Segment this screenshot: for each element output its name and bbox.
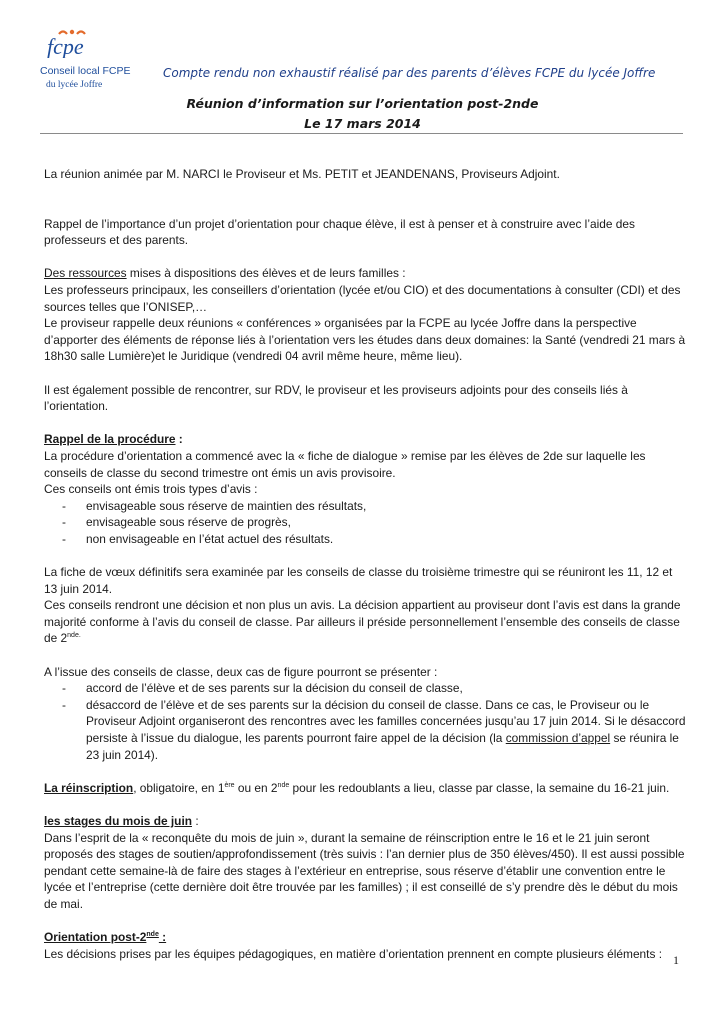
procedure-heading: Rappel de la procédure: [44, 432, 176, 447]
procedure-paragraph: La procédure d’orientation a commencé avec la « fiche de dialogue » remise par les élèves de 2de sur laquelle les conseils de classe du second trimestre ont émis un avis provisoire.: [44, 448, 646, 480]
list-item: - envisageable sous réserve de progrès,: [62, 514, 686, 531]
fcpe-logo: [40, 20, 160, 95]
stages-paragraph: Dans l’esprit de la « reconquête du mois de juin », durant la semaine de réinscription entre le 16 et le 21 juin seront proposés des stages de soutien/approfondissement (très suivis : l’an dernier plus de 350 élèves/450). Il est aussi possible pendant cette semaine-là de faire des stages à l’extérieur en entreprise, sous réserve d’établir une convention entre le lycée et l’entreprise (cette dernière doit être trouvée par les familles) ; il est conseillé de s’y prendre dès le début du mois de mai.: [44, 830, 685, 911]
decision-paragraph: Ces conseils rendront une décision et non plus un avis. La décision appartient au proviseur dont l’avis est dans la grande majorité conforme à l’avis du conseil de classe. Par ailleurs il préside personnellement l’ensemble des conseils de classe de $2^{nde.}$: [44, 598, 681, 646]
logo-school-name: du lycée Joffre: [46, 80, 103, 90]
orientation-heading: Orientation post-2: [44, 930, 147, 945]
stages-heading-line: les stages du mois de juin :: [44, 813, 199, 828]
orientation-paragraph: Les décisions prises par les équipes pédagogiques, en matière d’orientation prennent en compte plusieurs éléments :: [44, 946, 663, 961]
reinscription-paragraph: La réinscription, obligatoire, en 1ère ou en 2nde pour les redoublants a lieu, classe par classe, la semaine du 16-21 juin.: [44, 780, 670, 795]
stages-heading: les stages du mois de juin: [44, 813, 193, 828]
fcpe-logo-icon: [45, 28, 103, 58]
procedure-heading-line: Rappel de la procédure :: [44, 432, 183, 447]
advice-types-intro: Ces conseils ont émis trois types d’avis :: [44, 482, 258, 497]
document-title: Réunion d’information sur l’orientation post-2nde: [186, 96, 539, 111]
intro-paragraph: La réunion animée par M. NARCI le Proviseur et Ms. PETIT et JEANDENANS, Proviseurs Adjoint.: [44, 167, 560, 181]
page-number: 1: [673, 953, 679, 967]
orientation-heading-line: Orientation post-2nde :: [44, 930, 167, 945]
wishes-paragraph: La fiche de vœux définitifs sera examinée par les conseils de classe du troisième trimestre qui se réuniront les 11, 12 et 13 juin 2014.: [44, 565, 673, 596]
list-item: - envisageable sous réserve de maintien des résultats,: [62, 498, 686, 515]
meeting-paragraph: Il est également possible de rencontrer, sur RDV, le proviseur et les proviseurs adjoints pour des conseils liés à l’orientation.: [44, 382, 628, 414]
svg-text:fcpe: fcpe: [47, 34, 84, 58]
document-date: Le 17 mars 2014: [304, 116, 421, 131]
document-body: [44, 166, 686, 962]
resources-paragraph: Les professeurs principaux, les conseillers d’orientation (lycée et/ou CIO) et des documentations à consulter (CDI) et des sources telles que l’ONISEP,…: [44, 282, 681, 314]
project-reminder-paragraph: Rappel de l’importance d’un projet d’orientation pour chaque élève, il est à penser et à construire avec l’aide des professeurs et des parents.: [44, 216, 635, 248]
advice-types-list: [44, 498, 686, 548]
cases-list: [44, 680, 686, 763]
appeal-commission: commission d’appel: [505, 731, 611, 745]
cases-intro: A l’issue des conseils de classe, deux cas de figure pourront se présenter :: [44, 664, 438, 679]
logo-council-name: Conseil local FCPE: [40, 65, 131, 77]
conferences-paragraph: Le proviseur rappelle deux réunions « conférences » organisées par la FCPE au lycée Joffre dans la perspective d’apporter des éléments de réponse liés à l’orientation vers les études dans deux domaines: la Santé (vendredi 21 mars à 18h30 salle Lumière)et le Juridique (vendredi 04 avril même heure, même lieu).: [44, 316, 686, 364]
list-item: - désaccord de l’élève et de ses parents sur la décision du conseil de classe. Dans ce cas, le Proviseur ou le Proviseur Adjoint organiseront des rencontres avec les familles concernées jusqu’au 17 juin 2014. Si le désaccord persiste à l’issue du dialogue, les parents pourront faire appel de la décision (la commission d’appel se réunira le 23 juin 2014).: [62, 697, 686, 763]
resources-heading: Des ressources: [44, 266, 127, 281]
title-divider: [40, 133, 683, 134]
resources-heading-line: Des ressources mises à dispositions des élèves et de leurs familles :: [44, 266, 406, 281]
list-item: - non envisageable en l’état actuel des résultats.: [62, 531, 686, 548]
reinscription-heading: La réinscription: [44, 780, 134, 795]
list-item: - accord de l’élève et de ses parents sur la décision du conseil de classe,: [62, 680, 686, 697]
header-subtitle: Compte rendu non exhaustif réalisé par des parents d’élèves FCPE du lycée Joffre: [163, 66, 656, 80]
